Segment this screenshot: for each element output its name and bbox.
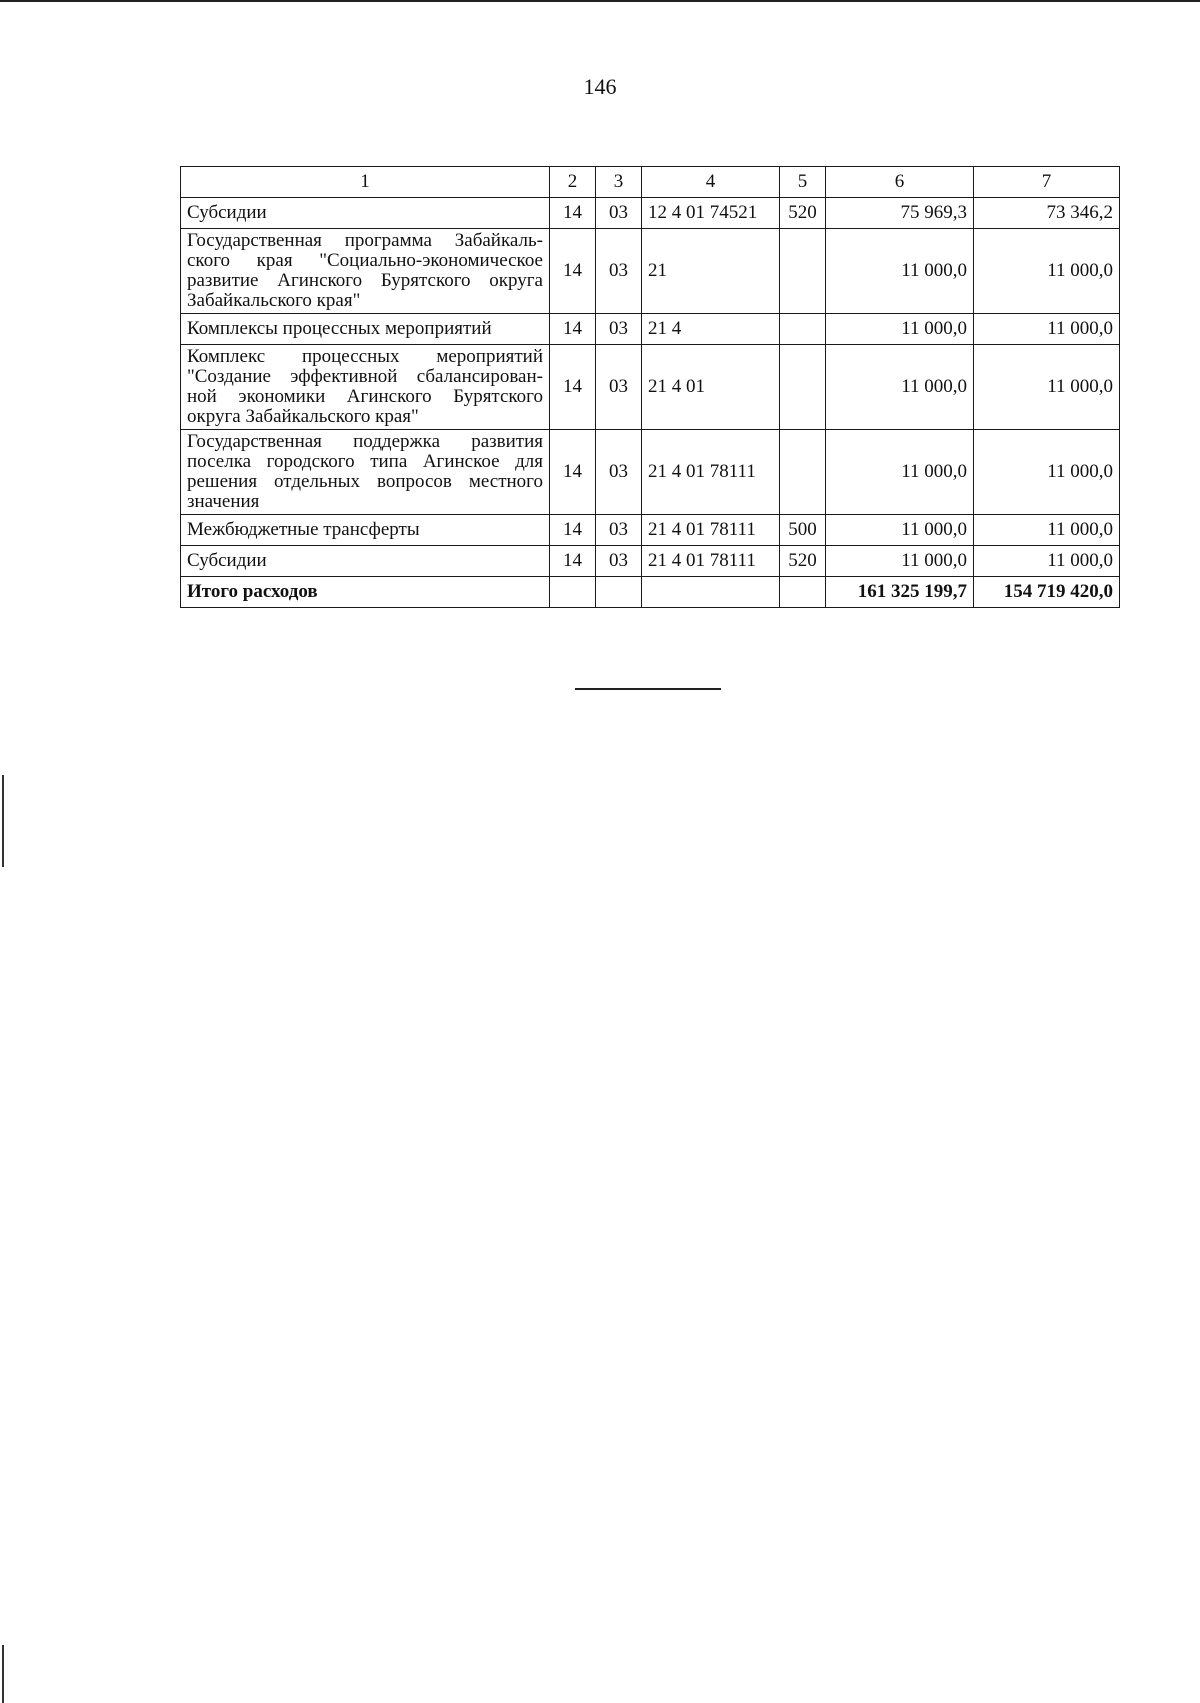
section-code: 14 xyxy=(550,345,596,430)
row-name: Комплексы процессных мероприятий xyxy=(181,314,550,345)
expense-type-code xyxy=(780,229,826,314)
target-article-code: 21 xyxy=(642,229,780,314)
table-header-row xyxy=(181,167,1120,198)
amount-year-2: 11 000,0 xyxy=(974,229,1120,314)
amount-year-2: 11 000,0 xyxy=(974,515,1120,546)
expense-type-code: 520 xyxy=(780,198,826,229)
subsection-code: 03 xyxy=(596,229,642,314)
table-row xyxy=(181,515,1120,546)
expense-type-code: 520 xyxy=(780,546,826,577)
column-header: 3 xyxy=(596,167,642,198)
budget-expenditure-table xyxy=(180,166,1120,608)
amount-year-1: 75 969,3 xyxy=(826,198,974,229)
page-number: 146 xyxy=(583,74,617,99)
section-code: 14 xyxy=(550,515,596,546)
amount-year-2: 11 000,0 xyxy=(974,345,1120,430)
column-header: 2 xyxy=(550,167,596,198)
amount-year-1: 11 000,0 xyxy=(826,515,974,546)
scan-edge-mark xyxy=(2,1645,4,1703)
expense-type-code xyxy=(780,345,826,430)
target-article-code: 21 4 01 xyxy=(642,345,780,430)
expense-type-code xyxy=(780,430,826,515)
total-amount-year-2: 154 719 420,0 xyxy=(974,577,1120,608)
table-row xyxy=(181,229,1120,314)
table-row xyxy=(181,345,1120,430)
amount-year-2: 11 000,0 xyxy=(974,314,1120,345)
top-border-line xyxy=(0,0,1200,2)
amount-year-1: 11 000,0 xyxy=(826,314,974,345)
row-name: Межбюджетные трансферты xyxy=(181,515,550,546)
table-row xyxy=(181,430,1120,515)
subsection-code: 03 xyxy=(596,314,642,345)
total-amount-year-1: 161 325 199,7 xyxy=(826,577,974,608)
row-name: Субсидии xyxy=(181,546,550,577)
target-article-code: 21 4 01 78111 xyxy=(642,546,780,577)
column-header: 6 xyxy=(826,167,974,198)
target-article-code: 21 4 01 78111 xyxy=(642,430,780,515)
expense-type-code xyxy=(780,314,826,345)
subsection-code: 03 xyxy=(596,345,642,430)
table-row xyxy=(181,198,1120,229)
expense-type-code: 500 xyxy=(780,515,826,546)
row-name: Государственная поддержка развития поселка городского типа Агинское для решения отдельных вопросов местного значения xyxy=(181,430,550,515)
empty-cell xyxy=(550,577,596,608)
end-of-table-rule xyxy=(575,688,721,690)
section-code: 14 xyxy=(550,314,596,345)
section-code: 14 xyxy=(550,198,596,229)
section-code: 14 xyxy=(550,430,596,515)
empty-cell xyxy=(596,577,642,608)
subsection-code: 03 xyxy=(596,515,642,546)
subsection-code: 03 xyxy=(596,546,642,577)
target-article-code: 12 4 01 74521 xyxy=(642,198,780,229)
total-label: Итого расходов xyxy=(181,577,550,608)
amount-year-1: 11 000,0 xyxy=(826,345,974,430)
total-row xyxy=(181,577,1120,608)
column-header: 5 xyxy=(780,167,826,198)
row-name: Комплекс процессных мероприятий "Создание эффективной сбалансирован-ной экономики Агинского Бурятского округа Забайкальского края" xyxy=(181,345,550,430)
column-header: 1 xyxy=(181,167,550,198)
column-header: 7 xyxy=(974,167,1120,198)
column-header: 4 xyxy=(642,167,780,198)
scan-edge-mark xyxy=(2,775,4,867)
table-row xyxy=(181,546,1120,577)
target-article-code: 21 4 01 78111 xyxy=(642,515,780,546)
amount-year-1: 11 000,0 xyxy=(826,546,974,577)
row-name: Субсидии xyxy=(181,198,550,229)
empty-cell xyxy=(780,577,826,608)
amount-year-1: 11 000,0 xyxy=(826,229,974,314)
amount-year-1: 11 000,0 xyxy=(826,430,974,515)
subsection-code: 03 xyxy=(596,198,642,229)
amount-year-2: 11 000,0 xyxy=(974,430,1120,515)
table-row xyxy=(181,314,1120,345)
section-code: 14 xyxy=(550,229,596,314)
amount-year-2: 11 000,0 xyxy=(974,546,1120,577)
subsection-code: 03 xyxy=(596,430,642,515)
section-code: 14 xyxy=(550,546,596,577)
empty-cell xyxy=(642,577,780,608)
row-name: Государственная программа Забайкаль-ского края "Социально-экономическое развитие Агинского Бурятского округа Забайкальского края" xyxy=(181,229,550,314)
target-article-code: 21 4 xyxy=(642,314,780,345)
amount-year-2: 73 346,2 xyxy=(974,198,1120,229)
